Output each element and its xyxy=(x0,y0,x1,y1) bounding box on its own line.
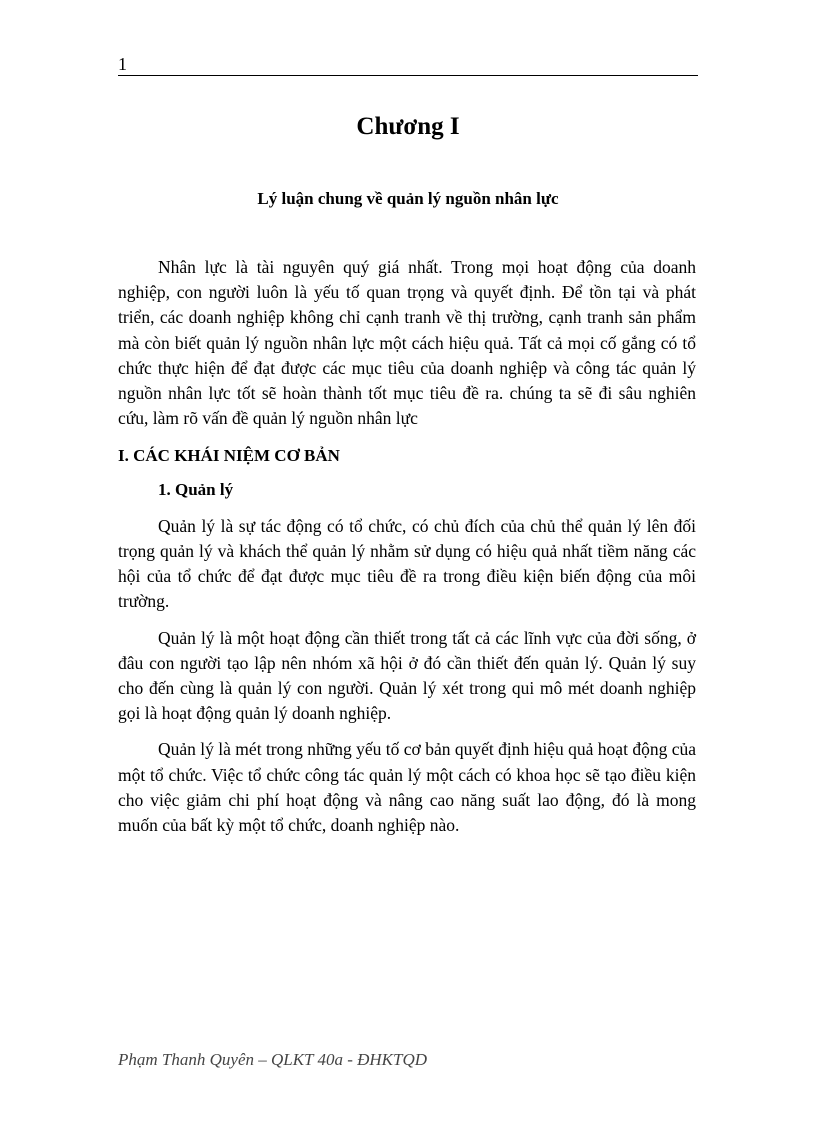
page-number: 1 xyxy=(118,54,127,74)
page-header xyxy=(118,54,698,76)
chapter-title: Chương I xyxy=(356,113,460,140)
subsection-heading: 1. Quản lý xyxy=(158,479,234,499)
page-footer: Phạm Thanh Quyên – QLKT 40a - ĐHKTQD xyxy=(118,1050,428,1069)
body-paragraph-2: Quản lý là một hoạt động cần thiết trong tất cả các lĩnh vực của đời sống, ở đâu con người tạo lập nên nhóm xã hội ở đó cần thiết đến quản lý. Quản lý suy cho đến cùng là quản lý con người. Quản lý xét trong qui mô mét doanh nghiệp gọi là hoạt động quản lý doanh nghiệp. xyxy=(118,627,696,724)
body-paragraph-1: Quản lý là sự tác động có tổ chức, có chủ đích của chủ thể quản lý lên đối trọng quản lý và khách thể quản lý nhằm sử dụng có hiệu quả nhất tiềm năng các hội của tổ chức để đạt được mục tiêu đề ra trong điều kiện biến động của môi trường. xyxy=(118,515,696,612)
chapter-subtitle: Lý luận chung về quản lý nguồn nhân lực xyxy=(257,189,559,208)
intro-paragraph: Nhân lực là tài nguyên quý giá nhất. Trong mọi hoạt động của doanh nghiệp, con người luôn là yếu tố quan trọng và quyết định. Để tồn tại và phát triển, các doanh nghiệp không chỉ cạnh tranh về thị trường, cạnh tranh sản phẩm mà còn biết quản lý nguồn nhân lực một cách hiệu quả. Tất cả mọi cố gắng có tổ chức thực hiện để đạt được các mục tiêu của doanh nghiệp và công tác quản lý nguồn nhân lực tốt sẽ hoàn thành tốt mục tiêu đề ra. chúng ta sẽ đi sâu nghiên cứu, làm rõ vấn đề quản lý nguồn nhân lực xyxy=(118,257,696,429)
body-paragraph-3: Quản lý là mét trong những yếu tố cơ bản quyết định hiệu quả hoạt động của một tổ chức. Việc tổ chức công tác quản lý một cách có khoa học sẽ tạo điều kiện cho việc giảm chi phí hoạt động và nâng cao năng suất lao động, đó là mong muốn của bất kỳ một tổ chức, doanh nghiệp nào. xyxy=(118,739,696,836)
document-body xyxy=(118,255,696,838)
section-heading: I. CÁC KHÁI NIỆM CƠ BẢN xyxy=(118,446,340,466)
